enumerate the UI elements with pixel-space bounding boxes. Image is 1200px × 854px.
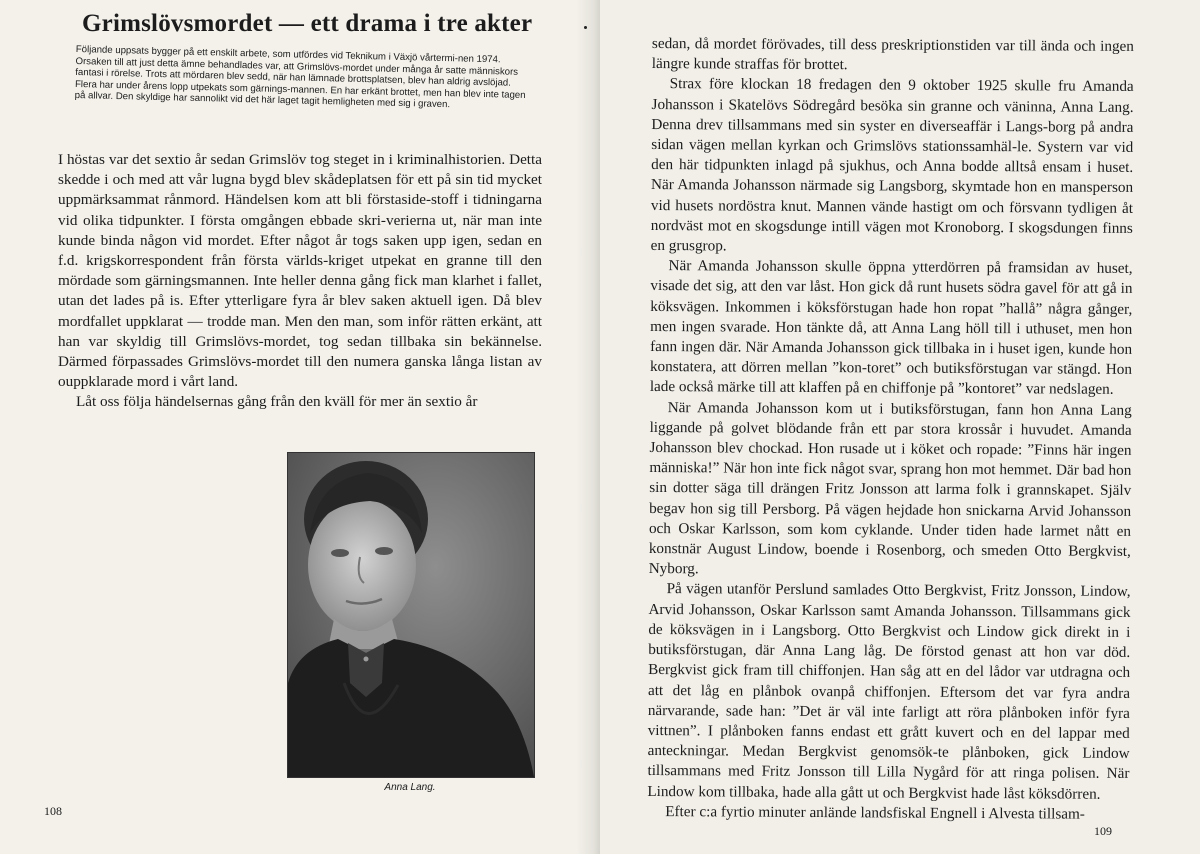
book-gutter — [576, 0, 600, 854]
paragraph: Låt oss följa händelsernas gång från den kväll för mer än sextio år — [76, 393, 478, 411]
paragraph: Strax före klockan 18 fredagen den 9 oktober 1925 skulle fru Amanda Johansson i Skatelövs Södregård besöka sin granne och väninna, Anna Lang. Denna drev tillsammans med sin syster en diverseaffär i Langs-borg på andra sidan vägen mellan kyrkan och Grimslövs stationssamhäl-le. Systern var vid den här tidpunkten inlagd på sjukhus, och Anna bodde alltså ensam i huset. När Amanda Johansson närmade sig Langsborg, skymtade hon en mansperson vid husets nordöstra knut. Mannen vände hastigt om och försvann tydligen åt nordväst mot en skogsdunge intill vägen mot Kronoborg. I skogsdungen finns en grusgrop. — [650, 75, 1134, 255]
left-body-text — [58, 150, 542, 413]
paragraph: När Amanda Johansson skulle öppna ytterdörren på framsidan av huset, visade det sig, att den var låst. Hon gick då runt husets södra gavel för att gå in köksvägen. Inkommen i köksförstugan hade hon ropat ”hallå” några gånger, men ingen svarade. Hon tänkte då, att Anna Lang höll till i uthuset, men hon fann ingen där. När Amanda Johansson gick tillbaka in i huset igen, kunde hon konstatera, att dörren mellan ”kon-toret” och butiksförstugan var stängd. Hon lade också märke till att klaffen på en chiffonje på ”kontoret” var nedslagen. — [649, 257, 1133, 399]
article-title: Grimslövsmordet — ett drama i tre akter — [82, 10, 533, 37]
right-body-text — [647, 34, 1134, 825]
portrait-photo — [287, 452, 535, 778]
page-number-left: 108 — [44, 804, 62, 818]
paragraph: I höstas var det sextio år sedan Grimslöv tog steget in i kriminalhistorien. Detta skedde i och med att vår lugna bygd blev skådeplatsen för ett på sin tid mycket uppmärksammat rånmord. Händelsen kom att bli förstaside-stoff i tidningarna vid olika tidpunkter. I första omgången ebbade skri-verierna ut, när man inte kunde binda någon vid mordet. Efter något år togs saken upp igen, sedan en f.d. krigskorrespondent från första världs-kriget utpekat en granne till den mördade som gärningsmannen. Inte heller denna gång fick man klarhet i fallet, utan det lades på is. Efter ytterligare fyra år blev saken aktuell igen. Då blev mordfallet uppklarat — trodde man. Men den man, som inför rätten erkänt, att han var skyldig till Grimslövs-mordet, tog sedan tillbaka sin bekännelse. Därmed förpassades Grimslövs-mordet till den numera ganska långa listan av ouppklarade mord i vårt land. — [58, 151, 542, 391]
article-intro: Följande uppsats bygger på ett enskilt arbete, som utfördes vid Teknikum i Växjö vårtermi-nen 1974. Orsaken till att just detta ämne behandlades var, att Grimslövs-mordet under många år satte människors fantasi i rörelse. Trots att mördaren blev sedd, när han lämnade brottsplatsen, blev han aldrig avslöjad. Flera har under årens lopp utpekats som gärnings-mannen. En har erkänt brottet, men han blev inte tagen på allvar. Den skyldige har sannolikt vid det här laget tagit hemligheten med sig i graven. — [74, 44, 526, 111]
paragraph: sedan, då mordet förövades, till dess preskriptionstiden var till ända och ingen längre kunde straffas för brottet. — [651, 34, 1134, 74]
photo-caption: Anna Lang. — [384, 782, 436, 793]
paragraph: Efter c:a fyrtio minuter anlände landsfiskal Engnell i Alvesta tillsam- — [665, 802, 1085, 823]
page-number-right: 109 — [1094, 824, 1112, 838]
print-mark — [584, 26, 587, 29]
right-page — [600, 0, 1200, 854]
paragraph: På vägen utanför Perslund samlades Otto Bergkvist, Fritz Jonsson, Lindow, Arvid Johansson, Oskar Karlsson samt Amanda Johansson. Tillsammans gick de köksvägen in i Langsborg. Otto Bergkvist och Lindow gick direkt in i butiksförstugan, där Anna Lang låg. De förstod genast att hon var död. Bergkvist gick fram till chiffonjen. Han såg att en del lådor var utdragna och att det låg en plånbok ovanpå chiffonjen. Eftersom det var fyra andra närvarande, sade han: ”Det är väl inte farligt att röra plånboken inför fyra vittnen”. I plånboken fanns endast ett grått kuvert och en del lappar med anteckningar. Medan Bergkvist genomsök-te plånboken, gick Lindow tillsammans med Fritz Jonsson till Lilla Nygård för att ringa polisen. När Lindow kom tillbaka, hade alla gått ut och Bergkvist hade låst köksdörren. — [647, 580, 1131, 803]
paragraph: När Amanda Johansson kom ut i butiksförstugan, fann hon Anna Lang liggande på golvet blödande från ett par stora krossår i huvudet. Amanda Johansson blev chockad. Hon rusade ut i köket och ropade: ”Finns här ingen människa!” När hon inte fick något svar, sprang hon mot hemmet. Där bad hon sin dotter säga till drängen Fritz Jonsson att larma folk i grannskapet. Själv begav hon sig till Persborg. På vägen hejdade hon snickarna Arvid Johansson och Oskar Karlsson, som kom cyklande. Under tiden hade larmet nått en konstnär August Lindow, boende i Rosenborg, och smeden Otto Bergkvist, Nyborg. — [648, 398, 1132, 578]
